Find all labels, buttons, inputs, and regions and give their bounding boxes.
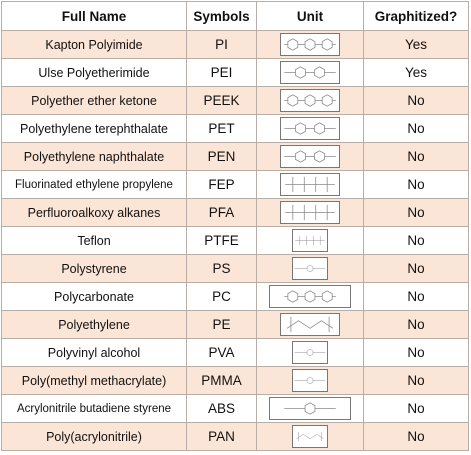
- table-row: [2, 255, 469, 283]
- unit-cell: [257, 283, 364, 311]
- polymer-symbol: PE: [187, 311, 257, 339]
- peek-structure-icon: [280, 89, 340, 112]
- unit-cell: [257, 143, 364, 171]
- unit-cell: [257, 255, 364, 283]
- graphitized-value: No: [364, 283, 469, 311]
- table-row: [2, 395, 469, 423]
- polymer-name: Polyethylene naphthalate: [2, 143, 187, 171]
- polyimide-structure-icon: [280, 33, 340, 56]
- polymer-name: Polyethylene: [2, 311, 187, 339]
- unit-cell: [257, 87, 364, 115]
- polymer-symbol: FEP: [187, 171, 257, 199]
- table-row: [2, 31, 469, 59]
- graphitized-value: Yes: [364, 31, 469, 59]
- header-full-name: Full Name: [2, 2, 187, 31]
- unit-cell: [257, 367, 364, 395]
- pan-structure-icon-drawing: [293, 426, 327, 447]
- unit-cell: [257, 171, 364, 199]
- polymer-symbol: ABS: [187, 395, 257, 423]
- unit-cell: [257, 227, 364, 255]
- pan-structure-icon: [292, 425, 328, 448]
- table-row: [2, 339, 469, 367]
- polycarbonate-structure-icon: [269, 285, 351, 308]
- unit-cell: [257, 339, 364, 367]
- polymer-symbol: PS: [187, 255, 257, 283]
- unit-cell: [257, 199, 364, 227]
- polyetherimide-structure-icon: [280, 61, 340, 84]
- ptfe-structure-icon: [292, 229, 328, 252]
- polycarbonate-structure-icon-drawing: [270, 286, 350, 307]
- graphitized-value: No: [364, 227, 469, 255]
- table-row: [2, 367, 469, 395]
- polymer-symbol: PEN: [187, 143, 257, 171]
- polymer-symbol: PMMA: [187, 367, 257, 395]
- polymer-name: Polyethylene terephthalate: [2, 115, 187, 143]
- table-row: [2, 283, 469, 311]
- table-row: [2, 115, 469, 143]
- polyethylene-structure-icon: [280, 313, 340, 336]
- pmma-structure-icon: [292, 369, 328, 392]
- graphitized-value: No: [364, 255, 469, 283]
- fep-structure-icon-drawing: [281, 174, 339, 195]
- unit-cell: [257, 31, 364, 59]
- unit-cell: [257, 423, 364, 451]
- graphitized-value: No: [364, 423, 469, 451]
- table-row: [2, 171, 469, 199]
- polyimide-structure-icon-drawing: [281, 34, 339, 55]
- polymer-name: Teflon: [2, 227, 187, 255]
- graphitized-value: No: [364, 311, 469, 339]
- polyetherimide-structure-icon-drawing: [281, 62, 339, 83]
- pet-structure-icon-drawing: [281, 118, 339, 139]
- pva-structure-icon: [292, 341, 328, 364]
- polymer-name: Polyether ether ketone: [2, 87, 187, 115]
- polymer-name: Polycarbonate: [2, 283, 187, 311]
- polymer-symbol: PEEK: [187, 87, 257, 115]
- graphitized-value: Yes: [364, 59, 469, 87]
- table-row: [2, 199, 469, 227]
- graphitized-value: No: [364, 115, 469, 143]
- polymer-symbol: PC: [187, 283, 257, 311]
- polystyrene-structure-icon-drawing: [293, 258, 327, 279]
- polymer-name: Kapton Polyimide: [2, 31, 187, 59]
- polymer-symbol: PVA: [187, 339, 257, 367]
- polymer-symbol: PTFE: [187, 227, 257, 255]
- graphitized-value: No: [364, 339, 469, 367]
- pfa-structure-icon: [280, 201, 340, 224]
- table-row: [2, 311, 469, 339]
- polymer-name: Poly(acrylonitrile): [2, 423, 187, 451]
- polyethylene-structure-icon-drawing: [281, 314, 339, 335]
- polymer-name: Perfluoroalkoxy alkanes: [2, 199, 187, 227]
- pet-structure-icon: [280, 117, 340, 140]
- abs-structure-icon: [269, 397, 351, 420]
- polymer-symbol: PI: [187, 31, 257, 59]
- table-row: [2, 423, 469, 451]
- graphitized-value: No: [364, 171, 469, 199]
- fep-structure-icon: [280, 173, 340, 196]
- polymer-name: Polystyrene: [2, 255, 187, 283]
- header-graphitized: Graphitized?: [364, 2, 469, 31]
- ptfe-structure-icon-drawing: [293, 230, 327, 251]
- polymer-symbol: PFA: [187, 199, 257, 227]
- table-row: [2, 59, 469, 87]
- unit-cell: [257, 59, 364, 87]
- header-unit: Unit: [257, 2, 364, 31]
- polymer-table: [1, 1, 469, 451]
- polymer-name: Ulse Polyetherimide: [2, 59, 187, 87]
- pmma-structure-icon-drawing: [293, 370, 327, 391]
- polymer-name: Acrylonitrile butadiene styrene: [2, 395, 187, 423]
- peek-structure-icon-drawing: [281, 90, 339, 111]
- graphitized-value: No: [364, 199, 469, 227]
- unit-cell: [257, 311, 364, 339]
- polymer-symbol: PEI: [187, 59, 257, 87]
- graphitized-value: No: [364, 87, 469, 115]
- graphitized-value: No: [364, 143, 469, 171]
- graphitized-value: No: [364, 367, 469, 395]
- header-symbols: Symbols: [187, 2, 257, 31]
- header-row: [2, 2, 469, 31]
- table-row: [2, 143, 469, 171]
- polymer-name: Fluorinated ethylene propylene: [2, 171, 187, 199]
- table-row: [2, 227, 469, 255]
- pva-structure-icon-drawing: [293, 342, 327, 363]
- polymer-name: Polyvinyl alcohol: [2, 339, 187, 367]
- pen-structure-icon-drawing: [281, 146, 339, 167]
- graphitized-value: No: [364, 395, 469, 423]
- unit-cell: [257, 115, 364, 143]
- polymer-name: Poly(methyl methacrylate): [2, 367, 187, 395]
- unit-cell: [257, 395, 364, 423]
- polymer-symbol: PET: [187, 115, 257, 143]
- abs-structure-icon-drawing: [270, 398, 350, 419]
- polymer-symbol: PAN: [187, 423, 257, 451]
- pfa-structure-icon-drawing: [281, 202, 339, 223]
- pen-structure-icon: [280, 145, 340, 168]
- table-row: [2, 87, 469, 115]
- polystyrene-structure-icon: [292, 257, 328, 280]
